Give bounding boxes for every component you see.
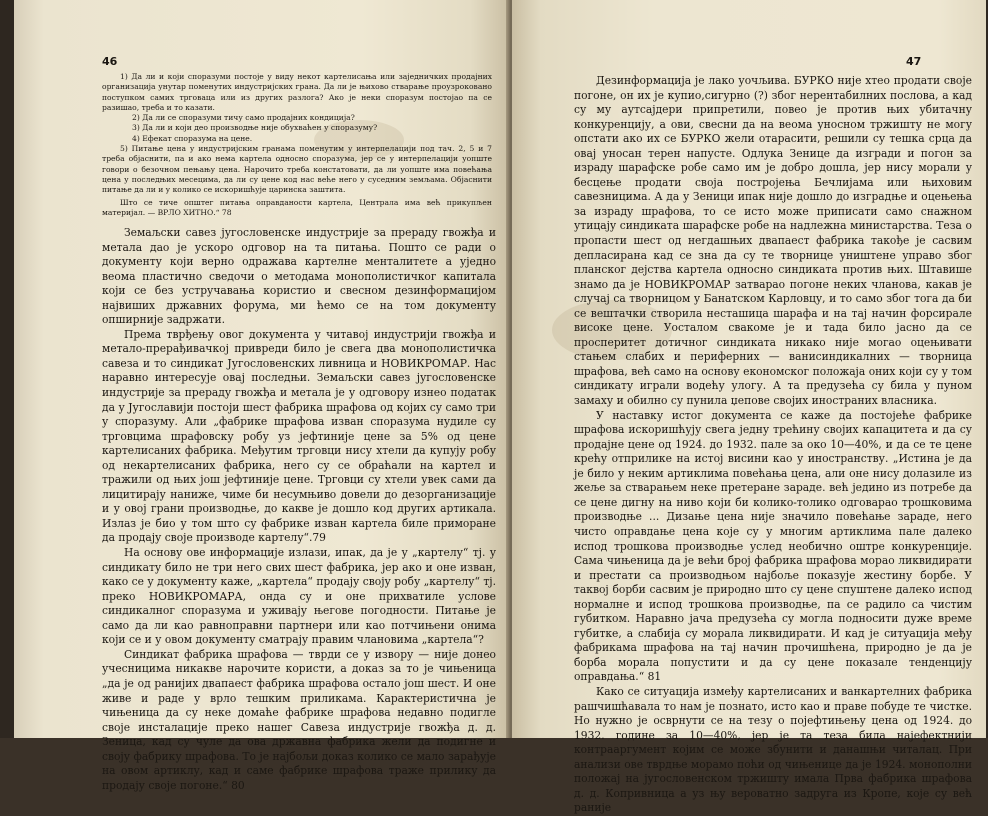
footnote: Што се тиче општег питања оправданости картела, Централа има већ прикупљен материјал. — ВРЛО ХИТНО.“ 78 (102, 197, 492, 217)
paragraph: На основу ове информације излази, ипак, да је у „картелу“ тј. у синдикату било не три него свих шест фабрика, јер ако и оне изван, како се у документу каже, „картела“ продају своју робу „картелу“ тј. преко НОВИКРОМАРА, онда су и оне прихватиле услове синдикалног споразума и уживају његове погодности. Питање је само да ли као равноправни партнери или као потчињени онима који се и у овом документу сматрају правим члановима „картела“? (102, 546, 496, 647)
right-page-number: 47 (906, 55, 922, 68)
paragraph: Синдикат фабрика шрафова — тврди се у извору — није донео учесницима никакве нарочите користи, а доказ за то је чињеница „да је од ранијих двапаест фабрика шрафова остало још шест. И оне живе и раде у врло тешким приликама. Карактеристична је чињеница да су неке домаће фабрике шрафова недавно подигле своје инсталације преко нашег Савеза индустрије гвожђа д. д. Зеница, кад су чуле да ова државна фабрика жели да подигне и своју фабрику шрафова. То је најбољи доказ колико се мало зарађује на овом артиклу, кад и саме фабрике шрафова траже прилику да продају своје погоне.“ 80 (102, 647, 496, 792)
footnote: 2) Да ли се споразуми тичу само продајних кондиција? (132, 113, 355, 123)
left-page-number: 46 (102, 55, 118, 68)
right-body-text (574, 74, 972, 816)
paragraph: Земаљски савез југословенске индустрије за прераду гвожђа и метала дао је ускоро одговор на та питања. Пошто се ради о документу који верно одражава картелне менталитете а уједно веома пластично сведочи о методама монополистичког капитала који се без устручавања користио и свесном дезинформацијом највиших државних форума, ми ћемо се на том документу опширније задржати. (102, 226, 496, 327)
paragraph: Према тврђењу овог документа у читавој индустрији гвожђа и метало-прерађивачкој привреди било је свега два монополистичка савеза и то синдикат Југословенских ливница и НОВИКРОМАР. Нас наравно интересује овај последњи. Земаљски савез југословенске индустрије за прераду гвожђа и метала је у одговору изнео податак да у Југославији постоји шест фабрика шрафова од којих су само три у споразуму. Али „фабрике шрафова изван споразума нудиле су трговцима шрафовску робу уз јефтиније цене за 5% од цене картелисаних фабрика. Међутим трговци нису хтели да купују робу од некартелисаних фабрика, него су се обраћали на картел и тражили од њих још јефтиније цене. Трговци су хтели увек сами да лицитирају наниже, чиме би несумњиво довели до дезорганизације и у овој грани производње, до какве је дошло код других артикала. Излаз је био у том што су фабрике изван картела биле приморане да продају своје производе картелу“.79 (102, 327, 496, 545)
left-body-text (102, 226, 496, 793)
right-page (512, 0, 986, 815)
footnote: 3) Да ли и који део производње није обухваћен у споразуму? (132, 123, 378, 133)
paragraph: Дезинформација је лако уочљива. БУРКО није хтео продати своје погоне, он их је купио,сигурно (?) због нерентабилних послова, а кад су му аутсајдери припретили, повео је против њих убитачну конкуренцију, а ови, свесни да на веома уносном тржишту не могу опстати ако их се БУРКО жели отарасити, решили су тешка срца да овај уносан терен напусте. Одлука Зенице да изгради и погон за израду шарафске робе само им је добро дошла, јер нису морали у бесцење продати своја постројења Бечлијама или њиховим савезницима. А да у Зеници ипак није дошло до изградње и оцењења за израду шрафова, то се исто може приписати само снажном утицају синдиката шарафске робе на надлежна министарства. Теза о пропасти шест од негдашњих двапаест фабрика такође је сасвим депласирана кад се зна да су те творнице уништене управо због планског дејства картела односно синдиката против њих. Штавише знамо да је НОВИКРОМАР затварао погоне неких чланова, какав је случај са творницом у Банатском Карловцу, и то само због тога да би се вештачки створила несташица шарафа и на тај начин форсирале високе цене. Уосталом свакоме је и тада било јасно да се просперитет дотичног синдиката никако није могао оцењивати стањем слабих и периферних — ванисиндикалних — творница шрафова, већ само на основу економског положаја оних који су у том синдикату играли водећу улогу. А та предузећа су била у пуном замаху и обилно су пунила џепове својих иностраних власника. (574, 74, 972, 408)
left-page (14, 0, 510, 792)
footnotes-block (102, 72, 492, 218)
footnote: 1) Да ли и који споразуми постоје у виду некот картелисања или заједничких продајних организација унутар поменутих индустријских грана. Да ли је њихово стварање проузроковано поступком самих трговаца или из других разлога? Ако је неки споразум постојао па се разишао, треба и то казати. (102, 72, 492, 112)
footnote: 5) Питање цена у индустријским гранама поменутим у интерпелацији под тач. 2, 5 и 7 треба објаснити, па и ако нема картела односно споразума, јер се у интерпелацији уопште говори о безочном пењању цена. Нарочито треба констатовати, да ли уопште има повећања цена у последњих месецима, да ли су цене код нас веће него у суседним земљама. Објаснити питање да ли и у колико се искоришћује царинска заштита. (102, 144, 492, 195)
paragraph: У наставку истог документа се каже да постојеће фабрике шрафова искоришћују свега једну трећину својих капацитета и да су продајне цене од 1924. до 1932. пале за око 10—40%, и да се те цене крећу отприлике на истој висини као у иностранству. „Истина је да је било у неким артиклима повећања цена, али оне нису долазиле из жеље за стварањем неке претеране зараде. већ једино из потребе да се цене дигну на ниво који би колико-толико одговарао трошковима производње ... Дизање цена није значило повећање зараде, него чисто оправдање цена које су у многим артиклима пале далеко испод трошкова производње услед необично оштре конкуренције. Сама чињеница да је већи број фабрика шрафова морао ликвидирати и престати са производњом најбоље показује жестину борбе. У таквој борби сасвим је природно што су цене спуштене далеко испод нормалне и испод трошкова производње, па се радило са чистим губитком. Наравно јача предузећа су могла подносити дуже време губитке, а слабија су морала ликвидирати. И кад је ситуација међу фабрикама шрафова на тај начин прочишћена, природно је да је борба морала попустити и да су цене показале тенденцију оправдања.“ 81 (574, 408, 972, 684)
paragraph: Како се ситуација између картелисаних и ванкартелних фабрика рашчишћавала то нам је познато, исто као и праве побуде те чистке. Но нужно је осврнути се на тезу о појефтињењу цена од 1924. до 1932. године за 10—40%, јер је та теза била најефектнији контрааргумент којим се може збунити и данашњи читалац. При анализи ове тврдње морамо поћи од чињенице да је 1924. монополни положај на југословенском тржишту имала Прва фабрика шрафова д. д. Копривница а уз њу вероватно задруга из Кропе, које су већ раније (574, 684, 972, 815)
footnote: 4) Ефекат споразума на цене. (132, 133, 253, 143)
